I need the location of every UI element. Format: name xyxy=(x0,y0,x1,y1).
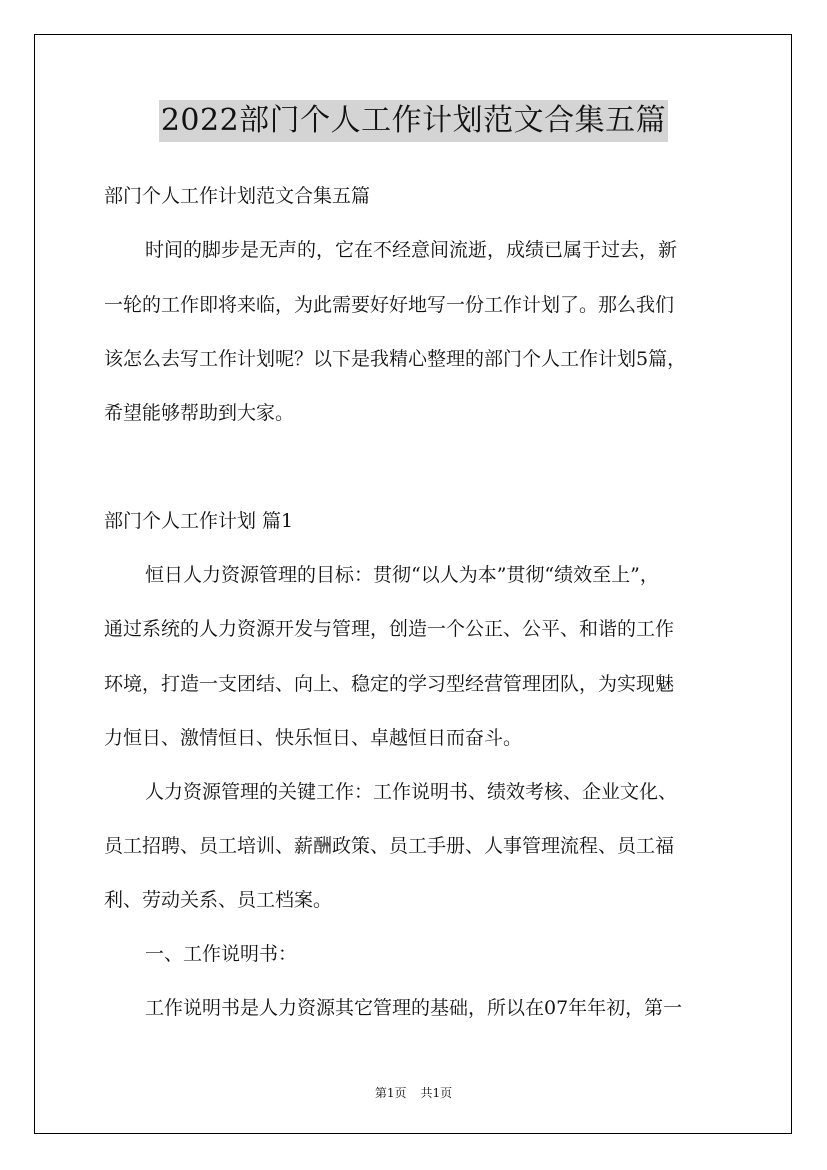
page-total: 共1页 xyxy=(420,1086,453,1100)
title-container xyxy=(0,100,827,142)
section-heading: 部门个人工作计划 篇1 xyxy=(104,510,294,532)
intro-line-1: 时间的脚步是无声的，它在不经意间流逝，成绩已属于过去，新 xyxy=(145,239,678,261)
page-footer xyxy=(0,1085,827,1101)
document-title: 2022部门个人工作计划范文合集五篇 xyxy=(159,100,668,142)
para3-line-1: 工作说明书是人力资源其它管理的基础，所以在07年年初，第一 xyxy=(145,997,683,1019)
item-heading: 一、工作说明书： xyxy=(145,943,298,965)
para1-line-1: 恒日人力资源管理的目标：贯彻“以人为本”贯彻“绩效至上”， xyxy=(145,564,659,586)
page-number: 第1页 xyxy=(374,1086,407,1100)
intro-line-4: 希望能够帮助到大家。 xyxy=(104,402,295,424)
para2-line-3: 利、劳动关系、员工档案。 xyxy=(104,889,333,911)
para1-line-4: 力恒日、激情恒日、快乐恒日、卓越恒日而奋斗。 xyxy=(104,727,523,749)
para1-line-3: 环境，打造一支团结、向上、稳定的学习型经营管理团队，为实现魅 xyxy=(104,673,675,695)
para2-line-2: 员工招聘、员工培训、薪酬政策、员工手册、人事管理流程、员工福 xyxy=(104,835,675,857)
para1-line-2: 通过系统的人力资源开发与管理，创造一个公正、公平、和谐的工作 xyxy=(104,618,675,640)
intro-line-3: 该怎么去写工作计划呢？以下是我精心整理的部门个人工作计划5篇， xyxy=(104,348,687,370)
intro-line-2: 一轮的工作即将来临，为此需要好好地写一份工作计划了。那么我们 xyxy=(104,294,675,316)
para2-line-1: 人力资源管理的关键工作：工作说明书、绩效考核、企业文化、 xyxy=(145,781,678,803)
document-subtitle: 部门个人工作计划范文合集五篇 xyxy=(104,185,371,207)
